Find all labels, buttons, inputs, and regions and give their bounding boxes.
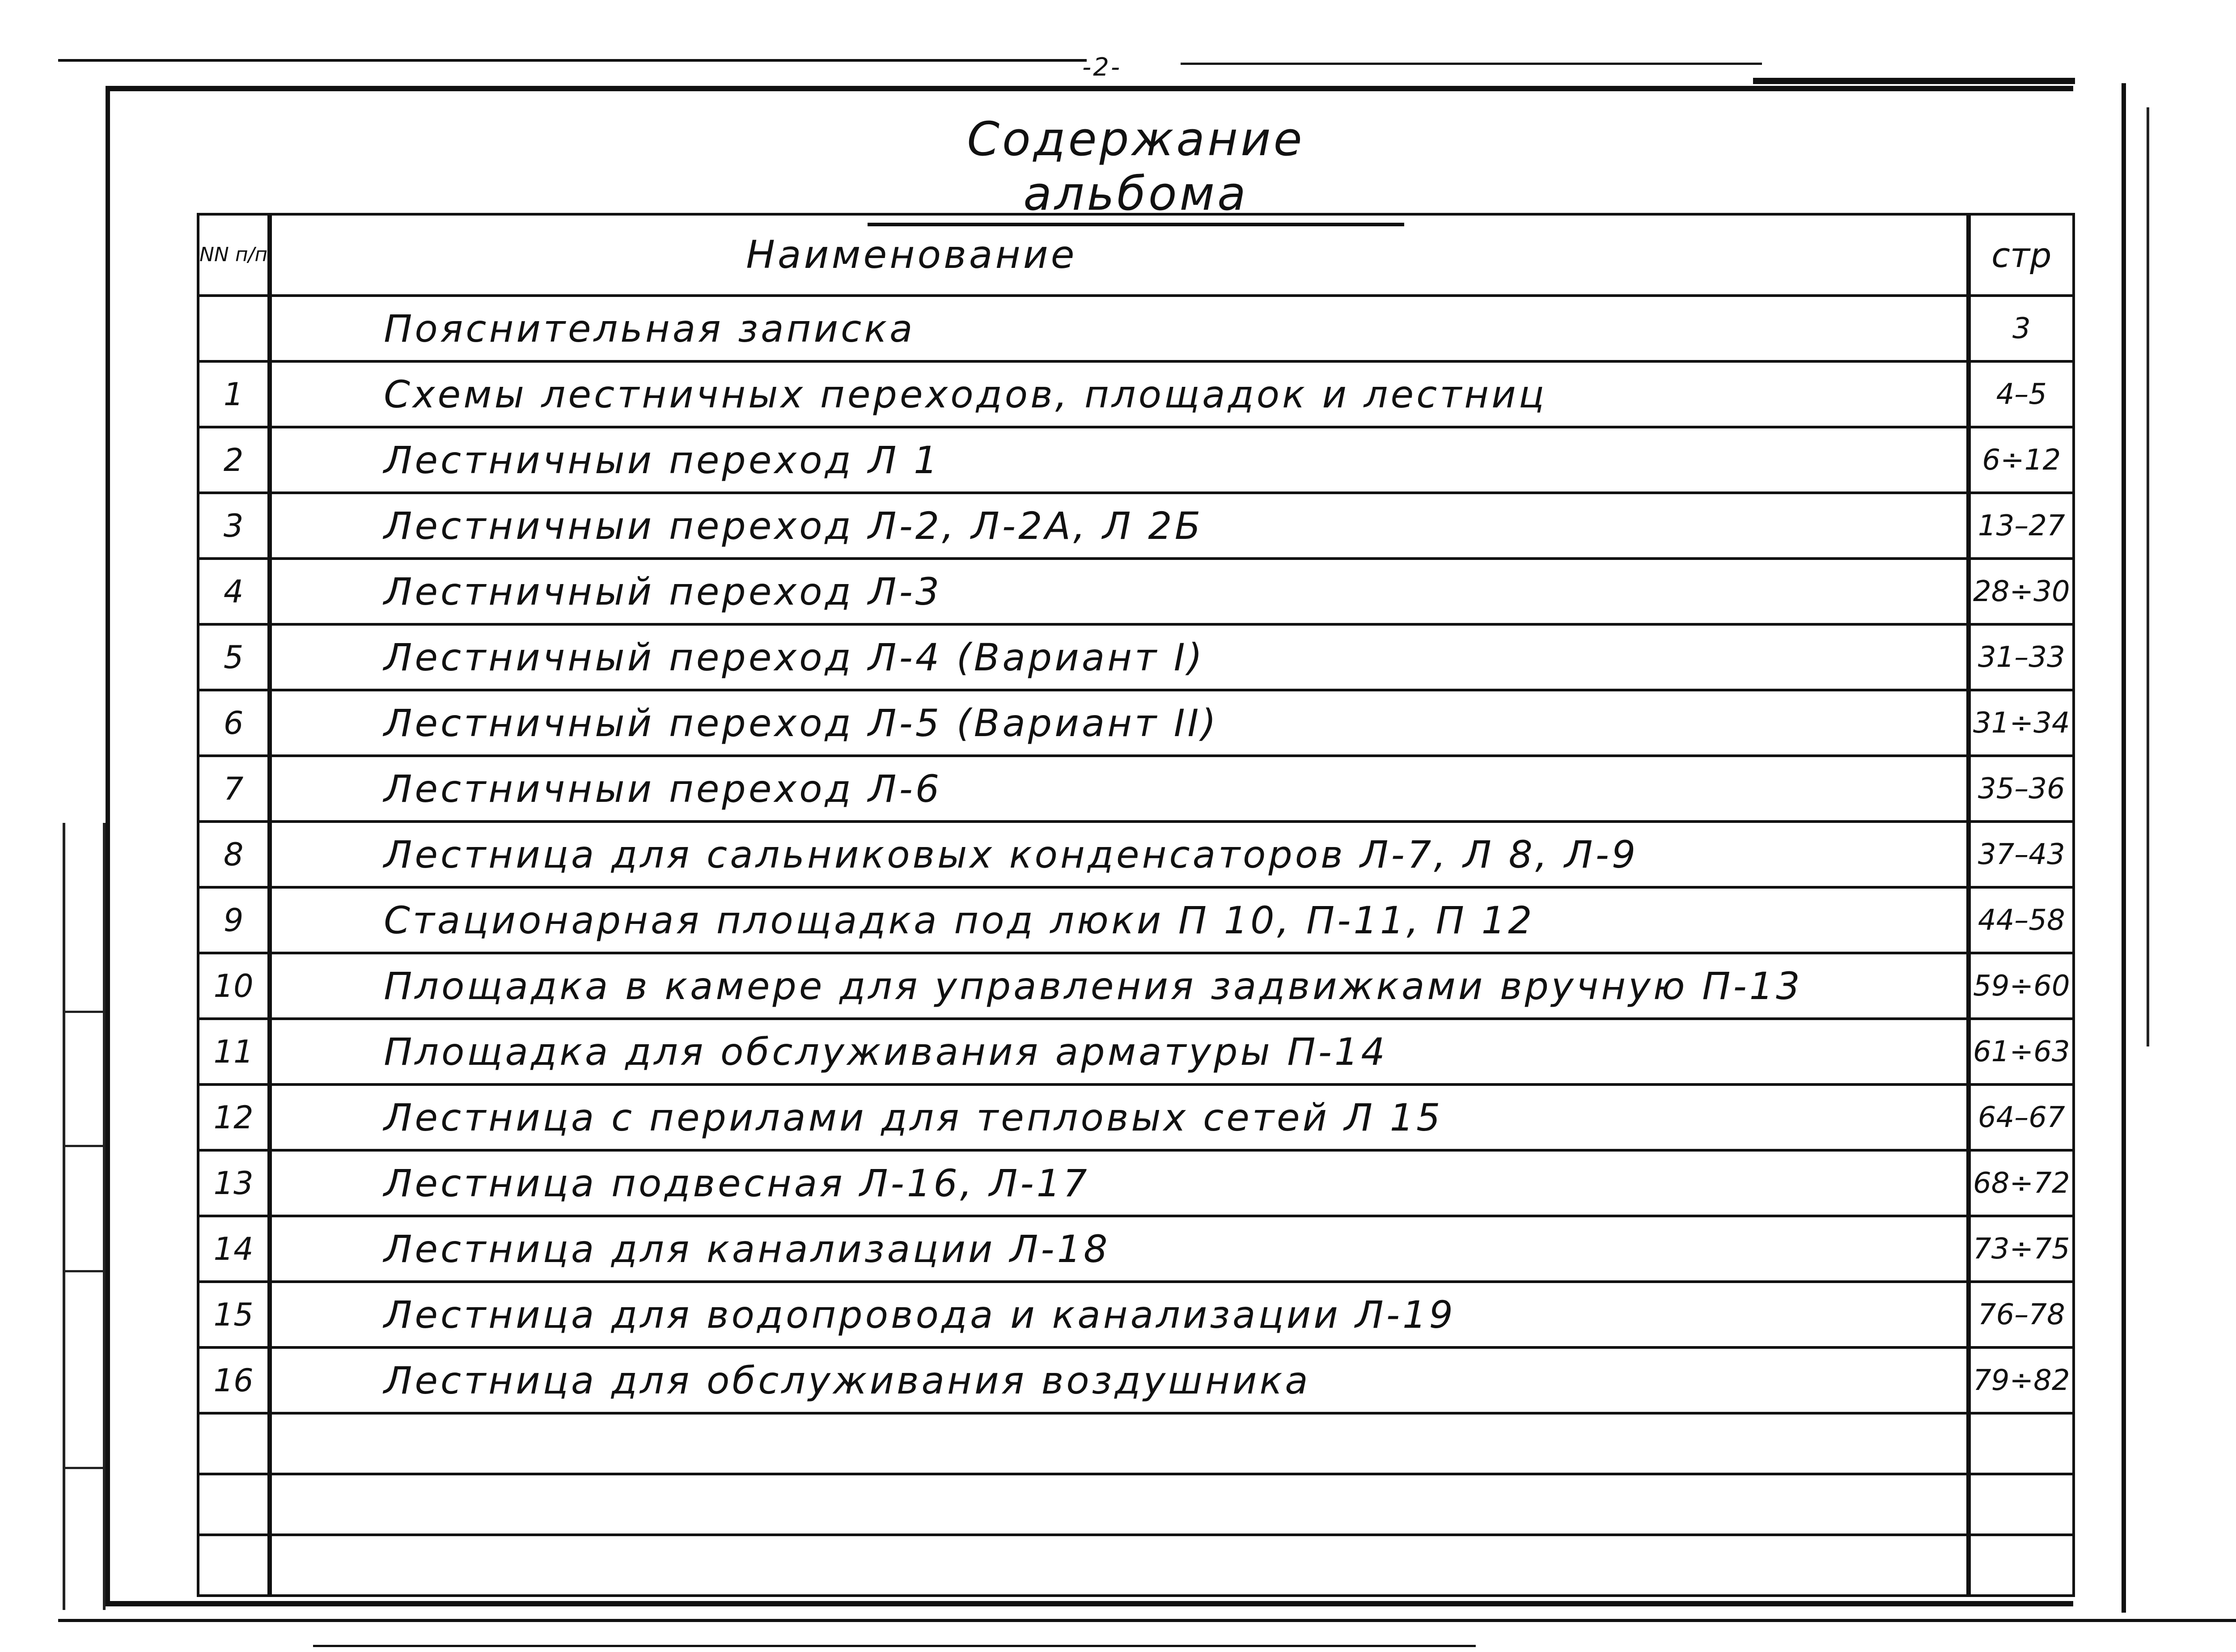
table-row — [198, 1019, 2074, 1084]
row-title: Лестница подвесная Л-16, Л-17 — [270, 1150, 1968, 1216]
top-rule-far-right — [1753, 78, 2075, 84]
row-number: 1 — [198, 361, 270, 427]
bottom-rule-2 — [313, 1645, 1476, 1647]
page-frame-right-inner — [2147, 107, 2149, 1046]
row-number: 2 — [198, 427, 270, 493]
row-pages: 13–27 — [1969, 493, 2074, 559]
table-row — [198, 887, 2074, 953]
row-pages: 35–36 — [1969, 756, 2074, 822]
row-title: Площадка в камере для управления задвижками вручную П-13 — [270, 953, 1968, 1019]
table-header-row — [198, 214, 2074, 296]
table-row — [198, 1282, 2074, 1347]
table-row — [198, 559, 2074, 624]
row-number: 3 — [198, 493, 270, 559]
row-number: 9 — [198, 887, 270, 953]
table-row — [198, 690, 2074, 756]
row-number: 7 — [198, 756, 270, 822]
table-row — [198, 756, 2074, 822]
empty-cell — [1969, 1535, 2074, 1596]
row-pages: 61÷63 — [1969, 1019, 2074, 1084]
empty-row — [198, 1474, 2074, 1535]
row-pages: 59÷60 — [1969, 953, 2074, 1019]
row-pages: 4–5 — [1969, 361, 2074, 427]
empty-cell — [1969, 1474, 2074, 1535]
page-title: Содержание альбома — [868, 112, 1404, 226]
contents-table — [197, 213, 2075, 1597]
row-pages: 76–78 — [1969, 1282, 2074, 1347]
empty-cell — [198, 1535, 270, 1596]
row-pages: 73÷75 — [1969, 1216, 2074, 1282]
row-title: Пояснительная записка — [270, 296, 1968, 361]
row-number: 5 — [198, 624, 270, 690]
row-title: Лестница для обслуживания воздушника — [270, 1347, 1968, 1413]
row-title: Лестница для сальниковых конденсаторов Л-7, Л 8, Л-9 — [270, 822, 1968, 887]
row-number — [198, 296, 270, 361]
table-row — [198, 953, 2074, 1019]
page-frame-right — [2122, 83, 2126, 1613]
bottom-rule — [58, 1619, 2236, 1622]
row-number: 14 — [198, 1216, 270, 1282]
row-pages: 3 — [1969, 296, 2074, 361]
row-number: 13 — [198, 1150, 270, 1216]
row-pages: 44–58 — [1969, 887, 2074, 953]
top-rule-left — [58, 59, 1087, 62]
row-title: Лестничныи переход Л-6 — [270, 756, 1968, 822]
row-title: Лестничныи переход Л 1 — [270, 427, 1968, 493]
row-title: Стационарная площадка под люки П 10, П-11, П 12 — [270, 887, 1968, 953]
row-title: Лестничный переход Л-3 — [270, 559, 1968, 624]
row-pages: 79÷82 — [1969, 1347, 2074, 1413]
row-pages: 31÷34 — [1969, 690, 2074, 756]
table-row — [198, 624, 2074, 690]
row-title: Схемы лестничных переходов, площадок и лестниц — [270, 361, 1968, 427]
empty-cell — [270, 1413, 1968, 1474]
header-name: Наименование — [270, 214, 1968, 296]
row-number: 8 — [198, 822, 270, 887]
table-row — [198, 1150, 2074, 1216]
page-number: -2- — [1082, 53, 1122, 82]
table-row — [198, 361, 2074, 427]
row-pages: 37–43 — [1969, 822, 2074, 887]
row-title: Лестничныи переход Л-2, Л-2А, Л 2Б — [270, 493, 1968, 559]
row-pages: 6÷12 — [1969, 427, 2074, 493]
row-number: 11 — [198, 1019, 270, 1084]
row-number: 15 — [198, 1282, 270, 1347]
row-title: Площадка для обслуживания арматуры П-14 — [270, 1019, 1968, 1084]
row-number: 12 — [198, 1084, 270, 1150]
empty-cell — [198, 1413, 270, 1474]
table-row — [198, 822, 2074, 887]
row-title: Лестничный переход Л-4 (Вариант I) — [270, 624, 1968, 690]
row-number: 6 — [198, 690, 270, 756]
table-row — [198, 1347, 2074, 1413]
row-pages: 28÷30 — [1969, 559, 2074, 624]
table-row — [198, 1216, 2074, 1282]
binding-stamp-column — [63, 823, 106, 1610]
empty-cell — [270, 1474, 1968, 1535]
row-pages: 31–33 — [1969, 624, 2074, 690]
table-row — [198, 493, 2074, 559]
row-number: 4 — [198, 559, 270, 624]
row-number: 16 — [198, 1347, 270, 1413]
empty-cell — [1969, 1413, 2074, 1474]
table-row — [198, 1084, 2074, 1150]
header-num: NN п/п — [198, 214, 270, 296]
table-row — [198, 427, 2074, 493]
row-title: Лестница для водопровода и канализации Л-19 — [270, 1282, 1968, 1347]
row-title: Лестница для канализации Л-18 — [270, 1216, 1968, 1282]
empty-row — [198, 1413, 2074, 1474]
row-number: 10 — [198, 953, 270, 1019]
top-rule-right — [1181, 63, 1762, 65]
row-title: Лестничный переход Л-5 (Вариант II) — [270, 690, 1968, 756]
header-page: стр — [1969, 214, 2074, 296]
row-pages: 68÷72 — [1969, 1150, 2074, 1216]
table-row — [198, 296, 2074, 361]
table-body — [198, 296, 2074, 1596]
row-title: Лестница с перилами для тепловых сетей Л 15 — [270, 1084, 1968, 1150]
empty-cell — [270, 1535, 1968, 1596]
empty-cell — [198, 1474, 270, 1535]
row-pages: 64–67 — [1969, 1084, 2074, 1150]
empty-row — [198, 1535, 2074, 1596]
